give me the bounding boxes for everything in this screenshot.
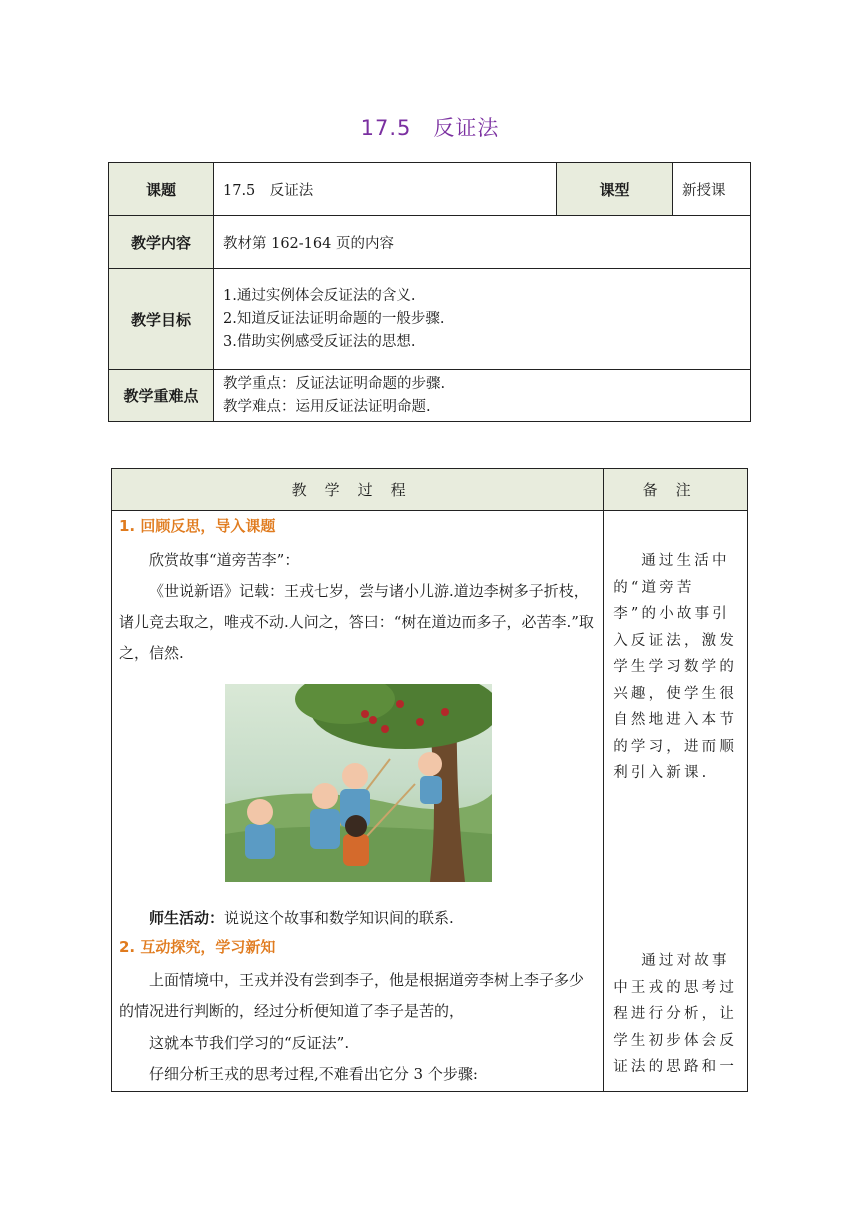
s2-paragraph-3: 仔细分析王戎的思考过程,不难看出它分 3 个步骤:: [149, 1065, 478, 1083]
notes-cell: [604, 511, 748, 1092]
keypoint-item: 教学难点：运用反证法证明命题.: [223, 398, 431, 415]
notes-header: 备注: [604, 469, 748, 511]
note-1: 通过生活中的“道旁苦李”的小故事引入反证法，激发学生学习数学的兴趣，使学生很自然地进入本节的学习，进而顺利引入新课.: [613, 553, 738, 781]
goal-item: 3.借助实例感受反证法的思想.: [223, 333, 416, 350]
type-label: 课型: [557, 163, 673, 216]
keypoints-label: 教学重难点: [109, 370, 214, 422]
keypoints-list: [214, 370, 751, 422]
type-value: 新授课: [673, 163, 751, 216]
content-value: 教材第 162-164 页的内容: [214, 216, 751, 269]
content-label: 教学内容: [109, 216, 214, 269]
process-cell: [112, 511, 604, 1092]
topic-label: 课题: [109, 163, 214, 216]
page-title: 17.5 反证法: [360, 116, 500, 140]
lesson-info-table: [108, 162, 751, 422]
s2-paragraph-1: 上面情境中，王戎并没有尝到李子，他是根据道旁李树上李子多少的情况进行判断的，经过分析便知道了李子是苦的，: [119, 971, 585, 1020]
goal-item: 1.通过实例体会反证法的含义.: [223, 287, 416, 304]
keypoint-item: 教学重点：反证法证明命题的步骤.: [223, 375, 446, 392]
activity-text: 说说这个故事和数学知识间的联系.: [224, 909, 454, 927]
goals-label: 教学目标: [109, 269, 214, 370]
activity-line: [119, 903, 595, 934]
activity-label: 师生活动：: [149, 909, 225, 927]
process-header: 教学过程: [112, 469, 604, 511]
goal-item: 2.知道反证法证明命题的一般步骤.: [223, 310, 445, 327]
section2-title: 2. 互动探究，学习新知: [119, 938, 276, 956]
story-illustration: [225, 684, 492, 882]
topic-value: 17.5 反证法: [214, 163, 557, 216]
s2-paragraph-2: 这就本节我们学习的“反证法”.: [149, 1034, 350, 1052]
section1-title: 1. 回顾反思，导入课题: [119, 517, 276, 535]
goals-list: [214, 269, 751, 370]
process-table: [111, 468, 748, 1092]
s1-paragraph-2: 《世说新语》记载：王戎七岁，尝与诸小儿游.道边李树多子折枝，诸儿竞去取之，唯戎不动.人问之，答曰：“树在道边而多子，必苦李.”取之，信然.: [119, 582, 594, 662]
note-2: 通过对故事中王戎的思考过程进行分析，让学生初步体会反证法的思路和一: [613, 953, 738, 1075]
s1-paragraph-1: 欣赏故事“道旁苦李”：: [149, 551, 300, 569]
